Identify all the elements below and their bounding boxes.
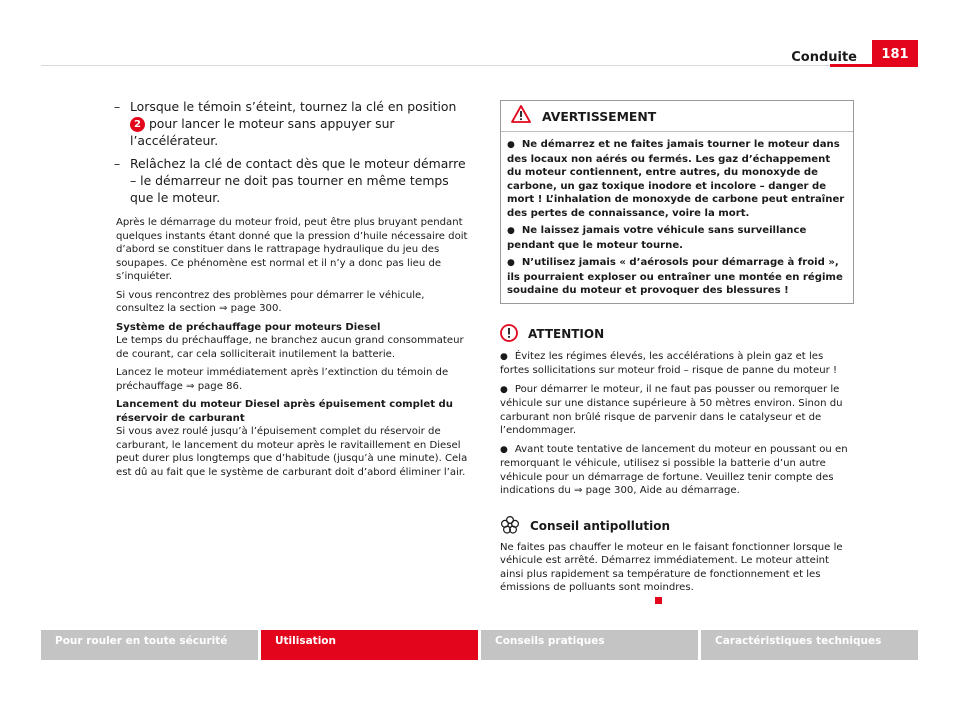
left-column — [116, 98, 468, 479]
footer-tab-utilisation[interactable]: Utilisation — [261, 630, 478, 660]
subheading: Système de préchauffage pour moteurs Diesel — [116, 321, 381, 333]
attention-header — [500, 324, 854, 345]
key-position-badge: 2 — [130, 117, 145, 132]
attention-item-text: Pour démarrer le moteur, il ne faut pas pousser ou remorquer le véhicule sur une distance supérieure à 50 mètres environ. Sinon du carburant non brûlé risque de parvenir dans le catalyseur et de l’endommager. — [500, 383, 843, 436]
warning-item-text: Ne laissez jamais votre véhicule sans surveillance pendant que le moteur tourne. — [507, 225, 807, 251]
end-of-section-marker — [655, 597, 662, 604]
attention-item-text: Évitez les régimes élevés, les accélérations à plein gaz et les fortes sollicitations sur moteur froid – risque de panne du moteur ! — [500, 350, 837, 376]
warning-item — [507, 256, 847, 298]
step-item — [116, 155, 468, 206]
paragraph: Lancez le moteur immédiatement après l’extinction du témoin de préchauffage ⇒ page 86. — [116, 367, 449, 392]
attention-section — [500, 324, 854, 498]
attention-item — [500, 443, 854, 498]
bullet-icon: ● — [500, 444, 508, 455]
section-title: Conduite — [791, 50, 857, 65]
eco-tip-header — [500, 515, 854, 538]
footer-nav — [41, 630, 918, 660]
header-rule — [41, 65, 871, 66]
warning-item — [507, 138, 847, 220]
step-text-after: pour lancer le moteur sans appuyer sur l’accélérateur. — [130, 116, 395, 148]
bullet-icon: ● — [507, 226, 515, 236]
attention-item — [500, 383, 854, 438]
page-number: 181 — [872, 40, 918, 67]
warning-box — [500, 100, 854, 304]
eco-tip-title: Conseil antipollution — [530, 519, 671, 533]
footer-tab-securite[interactable]: Pour rouler en toute sécurité — [41, 630, 258, 660]
step-item — [116, 98, 468, 149]
step-dash: – — [114, 156, 121, 171]
flower-icon — [500, 515, 520, 538]
warning-item-text: N’utilisez jamais « d’aérosols pour démarrage à froid », ils pourraient exploser ou entraîner une montée en régime soudaine du moteur et provoquer des blessures ! — [507, 257, 843, 296]
warning-title: AVERTISSEMENT — [542, 108, 657, 124]
right-column — [500, 100, 854, 608]
attention-title: ATTENTION — [528, 327, 605, 341]
paragraph: Si vous rencontrez des problèmes pour démarrer le véhicule, consultez la section ⇒ page 300. — [116, 289, 425, 314]
eco-tip-section — [500, 515, 854, 609]
eco-tip-body: Ne faites pas chauffer le moteur en le faisant fonctionner lorsque le véhicule est arrêté. Démarrez immédiatement. Le moteur atteint ainsi plus rapidement sa température de fonctionnement et les émissions de polluants sont moindres. — [500, 541, 843, 593]
warning-header — [501, 101, 853, 132]
footer-tab-caracteristiques[interactable]: Caractéristiques techniques — [701, 630, 918, 660]
warning-triangle-icon — [511, 105, 531, 127]
warning-item-text: Ne démarrez et ne faites jamais tourner le moteur dans des locaux non aérés ou fermés. Les gaz d’échappement du moteur contiennent, entre autres, du monoxyde de carbone, un gaz toxique inodore et incolore – danger de mort ! L’inhalation de monoxyde de carbone peut entraîner des pertes de connaissance, voire la mort. — [507, 139, 845, 219]
attention-icon — [500, 324, 518, 345]
eco-tip-text — [500, 541, 854, 609]
warning-item — [507, 224, 847, 252]
step-dash: – — [114, 99, 121, 114]
attention-item-text: Avant toute tentative de lancement du moteur en poussant ou en remorquant le véhicule, utilisez si possible la batterie d’un autre véhicule pour un démarrage de fortune. Veuillez tenir compte des indications du ⇒ page 300, Aide au démarrage. — [500, 443, 848, 496]
paragraph: Après le démarrage du moteur froid, peut être plus bruyant pendant quelques instants étant donné que la pression d’huile nécessaire doit d’abord se constituer dans le rattrapage hydraulique du jeu des soupapes. Ce phénomène est normal et il n’y a donc pas lieu de s’inquiéter. — [116, 217, 468, 282]
step-text-before: Lorsque le témoin s’éteint, tournez la clé en position — [130, 99, 457, 114]
paragraph: Si vous avez roulé jusqu’à l’épuisement complet du réservoir de carburant, le lancement du moteur après le ravitaillement en Diesel peut durer plus longtemps que d’habitude (jusqu’à une minute). Cela est dû au fait que le système de carburant doit d’abord éliminer l’air. — [116, 426, 468, 478]
subheading: Lancement du moteur Diesel après épuisement complet du réservoir de carburant — [116, 399, 453, 424]
paragraph: Le temps du préchauffage, ne branchez aucun grand consommateur de courant, car cela solliciterait inutilement la batterie. — [116, 335, 464, 360]
footer-tab-conseils[interactable]: Conseils pratiques — [481, 630, 698, 660]
attention-item — [500, 350, 854, 378]
bullet-icon: ● — [507, 258, 515, 268]
bullet-icon: ● — [500, 351, 508, 362]
warning-body — [501, 132, 853, 303]
bullet-icon: ● — [500, 384, 508, 395]
bullet-icon: ● — [507, 140, 515, 150]
step-text: Relâchez la clé de contact dès que le moteur démarre – le démarreur ne doit pas tourner en même temps que le moteur. — [130, 156, 466, 205]
